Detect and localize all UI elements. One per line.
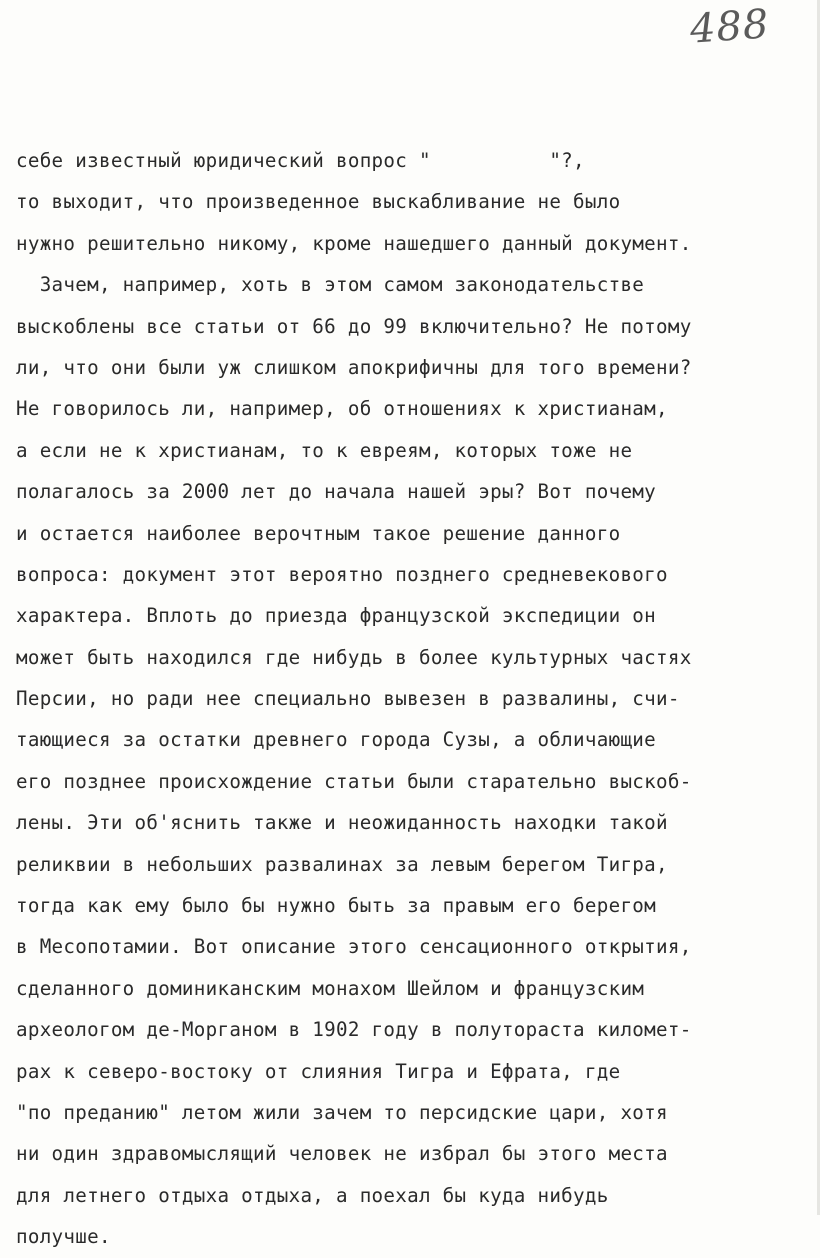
text-line: получше. [16, 1225, 111, 1249]
typed-text-body [16, 140, 816, 1258]
text-line: Зачем, например, хоть в этом самом законодательстве [16, 273, 645, 297]
text-line: рах к северо-востоку от слияния Тигра и Ефрата, где [16, 1059, 621, 1083]
text-line: сделанного доминиканским монахом Шейлом и французским [16, 976, 645, 1000]
text-line: для летнего отдыха отдыха, а поехал бы куда нибудь [16, 1183, 609, 1207]
text-line: выскоблены все статьи от 66 до 99 включительно? Не потому [16, 314, 692, 338]
text-line: в Месопотамии. Вот описание этого сенсационного открытия, [16, 935, 692, 959]
text-line: нужно решительно никому, кроме нашедшего данный документ. [16, 231, 692, 255]
text-line: Персии, но ради нее специально вывезен в развалины, счи- [16, 687, 680, 711]
text-line: лены. Эти об'яснить также и неожиданность находки такой [16, 811, 668, 835]
text-line: и остается наиболее верочтным такое решение данного [16, 521, 621, 545]
text-line: может быть находился где нибудь в более культурных частях [16, 645, 692, 669]
text-line: Не говорилось ли, например, об отношениях к христианам, [16, 397, 668, 421]
text-line: "по преданию" летом жили зачем то персидские цари, хотя [16, 1100, 668, 1124]
text-line: полагалось за 2000 лет до начала нашей эры? Вот почему [16, 480, 656, 504]
text-line: археологом де-Морганом в 1902 году в полутораста километ- [16, 1018, 692, 1042]
text-line: ли, что они были уж слишком апокрифичны для того времени? [16, 355, 692, 379]
text-line: его позднее происхождение статьи были старательно выскоб- [16, 769, 692, 793]
text-line: реликвии в небольших развалинах за левым берегом Тигра, [16, 852, 668, 876]
text-line: характера. Вплоть до приезда французской экспедиции он [16, 604, 656, 628]
text-line: тающиеся за остатки древнего города Сузы, а обличающие [16, 728, 656, 752]
text-line: вопроса: документ этот вероятно позднего средневекового [16, 562, 668, 586]
text-line: тогда как ему было бы нужно быть за правым его берегом [16, 894, 656, 918]
handwritten-page-number: 488 [688, 1, 771, 53]
text-line: ни один здравомыслящий человек не избрал бы этого места [16, 1142, 668, 1166]
text-line: а если не к христианам, то к евреям, которых тоже не [16, 438, 633, 462]
text-line: себе известный юридический вопрос " "?, [16, 149, 585, 172]
text-line: то выходит, что произведенное выскабливание не было [16, 190, 621, 214]
